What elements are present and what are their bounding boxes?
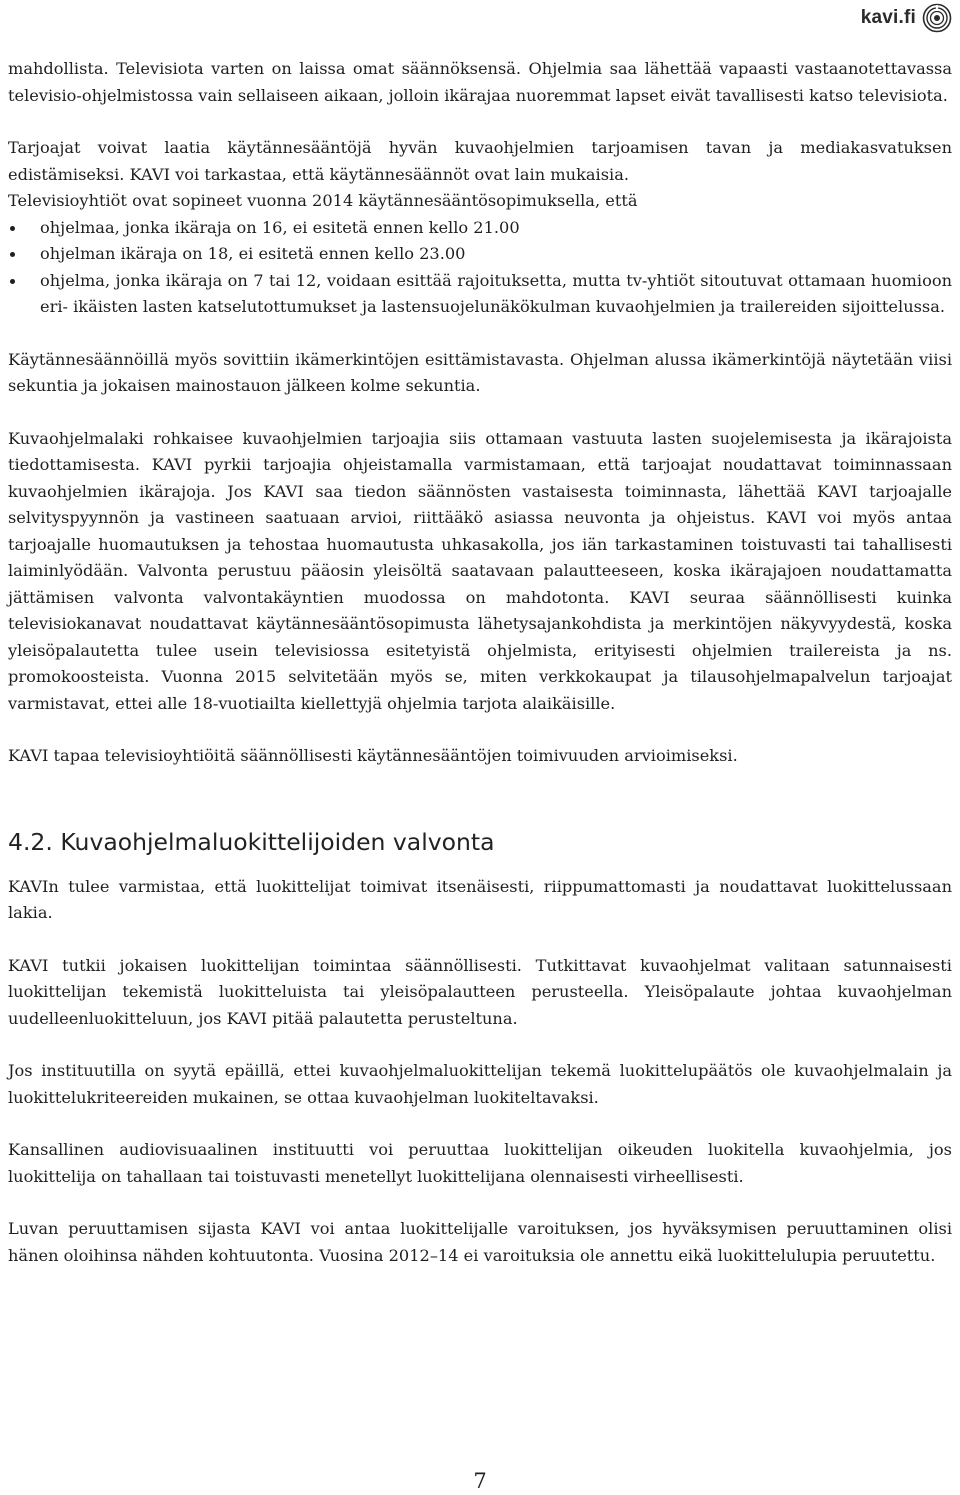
paragraph-revocation: Kansallinen audiovisuaalinen instituutti voi peruuttaa luokittelijan oikeuden luokitella kuvaohjelmia, jos luokittelija on tahallaan tai toistuvasti menetellyt luokittelijana olennaisesti virheellisesti. [8,1140,952,1186]
brand-name[interactable]: kavi.fi [860,7,916,28]
list-item: ohjelma, jonka ikäraja on 7 tai 12, voidaan esittää rajoituksetta, mutta tv-yhtiöt sitoutuvat ottamaan huomioon eri- ikäisten lasten katselutottumukset ja lastensuojelunäkökulman kuvaohjelmien ja trailereiden sijoittelussa. [8,268,952,321]
page-number: 7 [473,1469,487,1493]
paragraph-warning: Luvan peruuttamisen sijasta KAVI voi antaa luokittelijalle varoituksen, jos hyväksymisen peruuttaminen olisi hänen oloihinsa nähden kohtuutonta. Vuosina 2012–14 ei varoituksia ole annettu eikä luokittelulupia peruutettu. [8,1219,952,1265]
paragraph-meetings: KAVI tapaa televisioyhtiöitä säännöllisesti käytännesääntöjen toimivuuden arvioimiseksi. [8,746,738,765]
paragraph-intro: mahdollista. Televisiota varten on laissa omat säännöksensä. Ohjelmia saa lähettää vapaasti vastaanotettavassa televisio-ohjelmistossa vain sellaiseen aikaan, jolloin ikärajaa nuoremmat lapset eivät tavallisesti katso televisiota. [8,59,952,105]
section-heading: 4.2. Kuvaohjelmaluokittelijoiden valvonta [8,827,495,856]
agreement-list [8,215,952,321]
page-header [861,0,960,36]
paragraph-reclassification: Jos instituutilla on syytä epäillä, ettei kuvaohjelmaluokittelijan tekemä luokittelupäätös ole kuvaohjelmalain ja luokittelukriteereiden mukainen, se ottaa kuvaohjelman luokiteltavaksi. [8,1061,952,1107]
paragraph-independence: KAVIn tulee varmistaa, että luokittelijat toimivat itsenäisesti, riippumattomasti ja noudattavat luokittelussaan lakia. [8,876,952,922]
paragraph-supervision: Kuvaohjelmalaki rohkaisee kuvaohjelmien tarjoajia siis ottamaan vastuuta lasten suojelemisesta ja ikärajoista tiedottamisesta. KAVI pyrkii tarjoajia ohjeistamalla varmistamaan, että tarjoajat noudattavat toiminnassaan kuvaohjelmien ikärajoja. Jos KAVI saa tiedon säännösten vastaisesta toiminnasta, lähettää KAVI tarjoajalle selvityspyynnön ja vastineen saatuaan arvioi, riittääkö asiassa neuvonta ja ohjeistus. KAVI voi myös antaa tarjoajalle huomautuksen ja tehostaa huomautusta uhkasakolla, jos iän tarkastaminen toistuvasti tai tahallisesti laiminlyödään. Valvonta perustuu pääosin yleisöltä saatavaan palautteeseen, koska ikärajajoen noudattamatta jättämisen valvonta valvontakäyntien muodossa on mahdotonta. KAVI seuraa säännöllisesti kuinka televisiokanavat noudattavat käytännesääntösopimusta lähetysajankohdista ja merkintöjen näkyvyydestä, koska yleisöpalautetta tulee usein televisiossa esitetyistä ohjelmista, erityisesti ohjelmien trailereista ja ns. promokoosteista. Vuonna 2015 selvitetään myös se, miten verkkokaupat ja tilausohjelmapalvelun tarjoajat varmistavat, ettei alle 18-vuotiailta kiellettyjä ohjelmia tarjota alaikäisille. [8,428,952,713]
list-item: ohjelman ikäraja on 18, ei esitetä ennen kello 23.00 [8,241,952,268]
paragraph-age-markings: Käytännesäännöillä myös sovittiin ikämerkintöjen esittämistavasta. Ohjelman alussa ikämerkintöjä näytetään viisi sekuntia ja jokaisen mainostauon jälkeen kolme sekuntia. [8,349,952,395]
paragraph-agreement: Televisioyhtiöt ovat sopineet vuonna 2014 käytännesääntösopimuksella, että [8,191,638,210]
paragraph-review: KAVI tutkii jokaisen luokittelijan toimintaa säännöllisesti. Tutkittavat kuvaohjelmat valitaan satunnaisesti luokittelijan tekemistä luokitteluista tai yleisöpalautteen perusteella. Yleisöpalaute johtaa kuvaohjelman uudelleenluokitteluun, jos KAVI pitää palautetta perusteltuna. [8,955,952,1028]
document-body [8,56,952,1269]
list-item: ohjelmaa, jonka ikäraja on 16, ei esitetä ennen kello 21.00 [8,215,952,242]
kavi-logo-icon[interactable] [922,3,952,33]
paragraph-code-of-conduct: Tarjoajat voivat laatia käytännesääntöjä hyvän kuvaohjelmien tarjoamisen tavan ja mediakasvatuksen edistämiseksi. KAVI voi tarkastaa, että käytännesäännöt ovat lain mukaisia. [8,138,952,184]
